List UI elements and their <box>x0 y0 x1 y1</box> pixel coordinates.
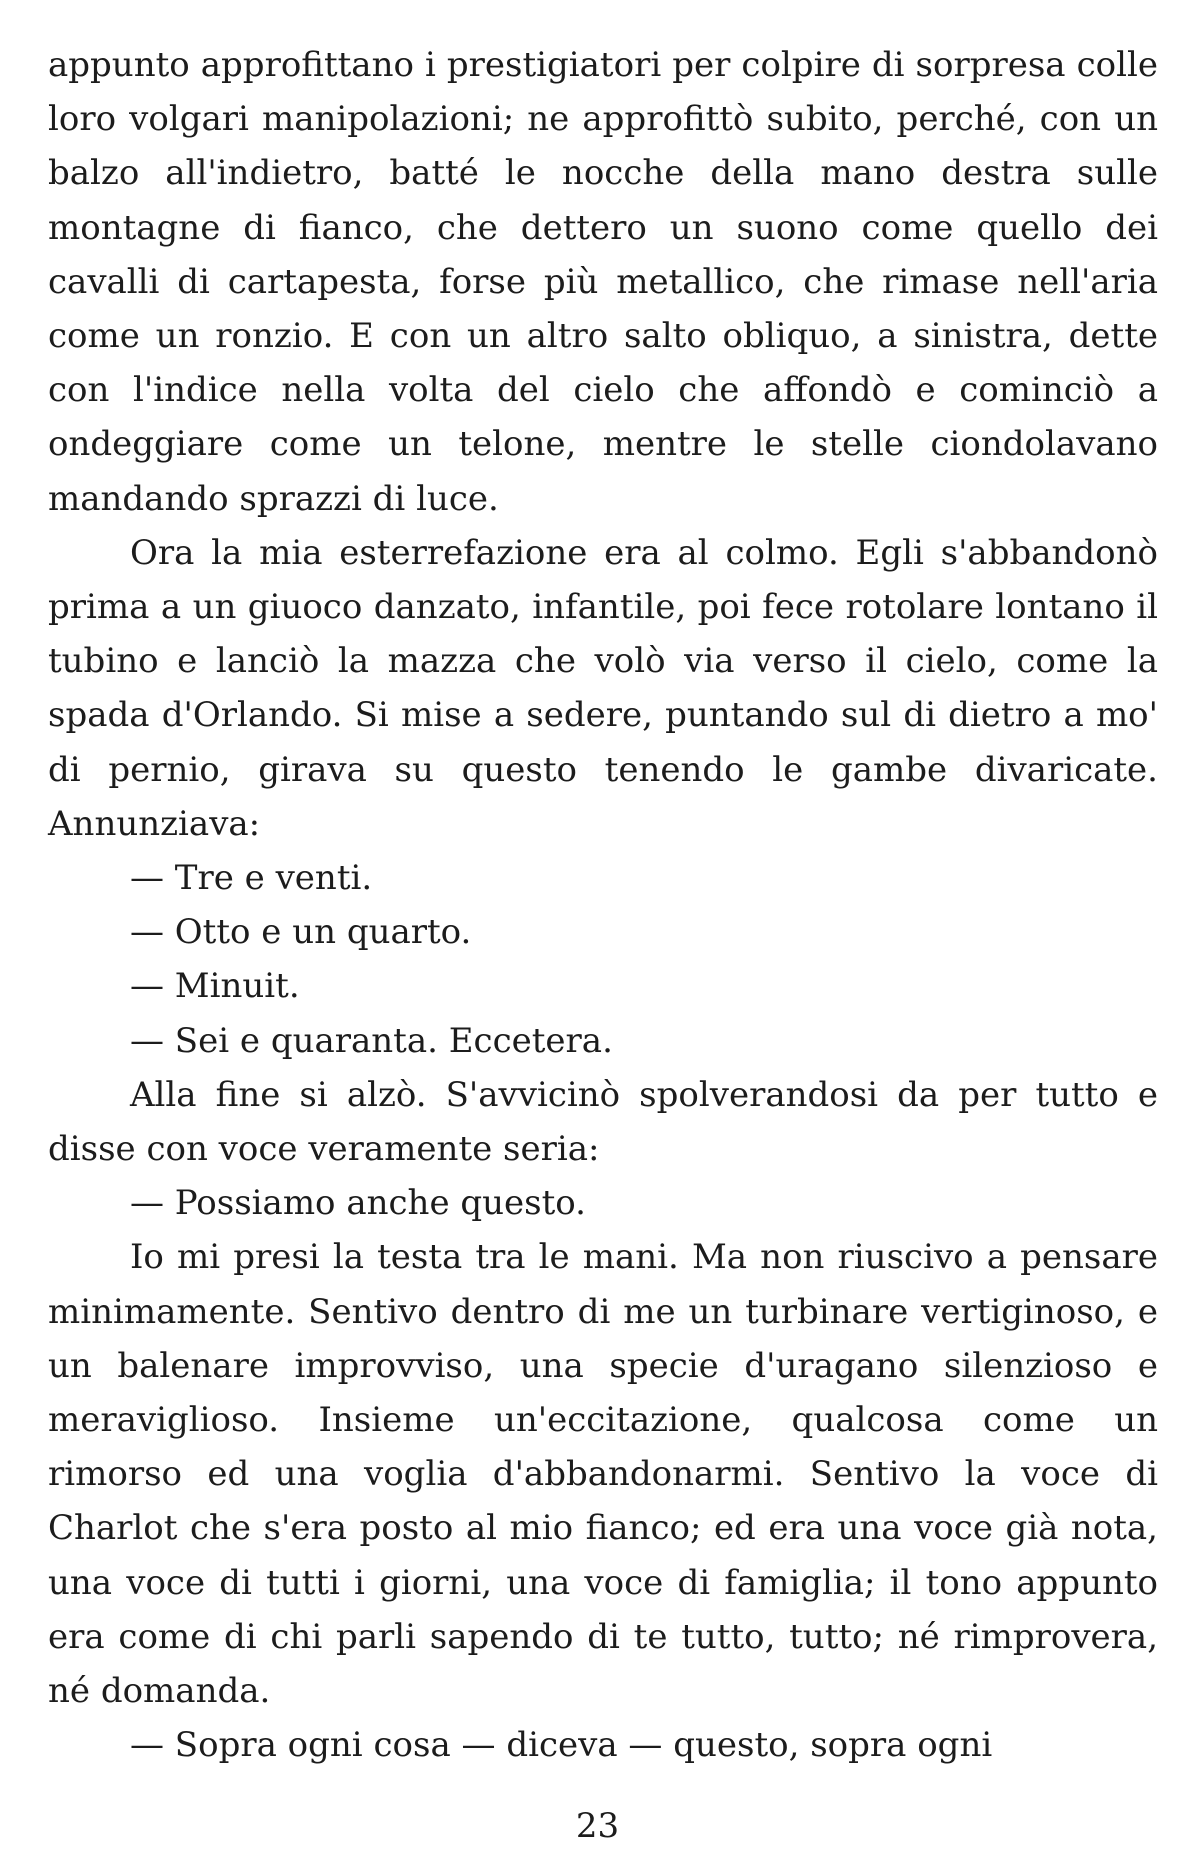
dialogue-line-6: — Sopra ogni cosa — diceva — questo, sopra ogni <box>130 1725 993 1766</box>
dialogue-line-3: — Minuit. <box>130 966 300 1007</box>
paragraph-1: appunto approfittano i prestigiatori per colpire di sorpresa colle loro volgari manipolazioni; ne approfittò subito, perché, con un balzo all'indietro, batté le nocche della mano destra sulle montagne di fianco, che dettero un suono come quello dei cavalli di cartapesta, forse più metallico, che rimase nell'aria come un ronzio. E con un altro salto obliquo, a sinistra, dette con l'indice nella volta del cielo che affondò e cominciò a ondeggiare come un telone, mentre le stelle ciondolavano mandando sprazzi di luce. <box>48 45 1158 519</box>
body-text <box>48 38 1158 1773</box>
dialogue-line-2: — Otto e un quarto. <box>130 912 472 953</box>
dialogue-line-5: — Possiamo anche questo. <box>130 1183 586 1224</box>
paragraph-4: Io mi presi la testa tra le mani. Ma non riuscivo a pensare minimamente. Sentivo dentro di me un turbinare vertiginoso, e un balenare improvviso, una specie d'uragano silenzioso e meraviglioso. Insieme un'eccitazione, qualcosa come un rimorso ed una voglia d'abbandonarmi. Sentivo la voce di Charlot che s'era posto al mio fianco; ed era una voce già nota, una voce di tutti i giorni, una voce di famiglia; il tono appunto era come di chi parli sapendo di te tutto, tutto; né rimprovera, né domanda. <box>48 1237 1158 1712</box>
paragraph-3: Alla fine si alzò. S'avvicinò spolverandosi da per tutto e disse con voce veramente seria: <box>48 1074 1158 1170</box>
page-number: 23 <box>575 1806 620 1846</box>
paragraph-2: Ora la mia esterrefazione era al colmo. Egli s'abbandonò prima a un giuoco danzato, infantile, poi fece rotolare lontano il tubino e lanciò la mazza che volò via verso il cielo, come la spada d'Orlando. Si mise a sedere, puntando sul di dietro a mo' di pernio, girava su questo tenendo le gambe divaricate. Annunziava: <box>48 532 1158 844</box>
dialogue-line-1: — Tre e venti. <box>130 858 373 899</box>
dialogue-line-4: — Sei e quaranta. Eccetera. <box>130 1020 613 1061</box>
